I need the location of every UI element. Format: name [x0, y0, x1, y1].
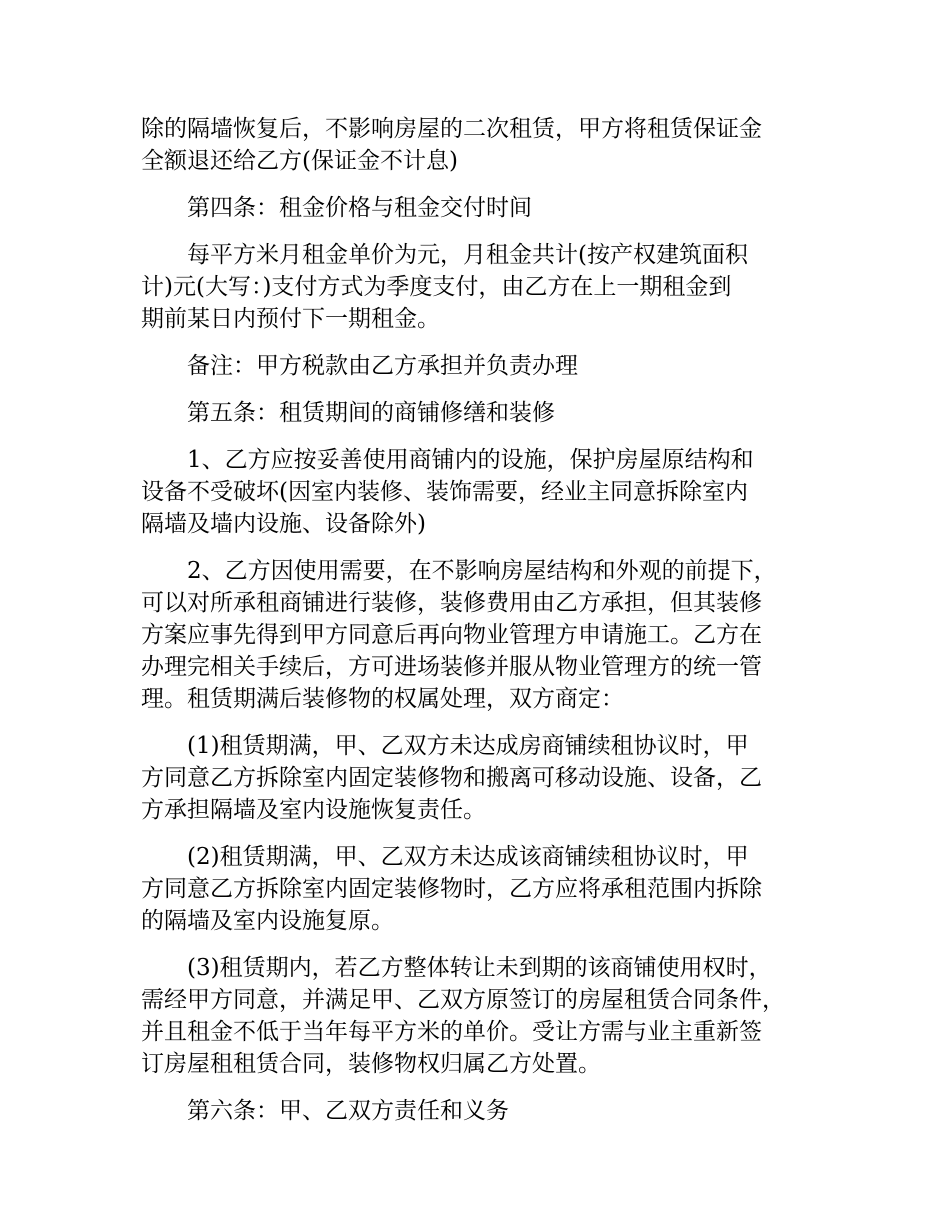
- paragraph: [141, 730, 821, 826]
- text-line: 隔墙及墙内设施、设备除外): [141, 511, 426, 537]
- text-line: 第五条：租赁期间的商铺修缮和装修: [187, 400, 555, 426]
- text-line: (2)租赁期满，甲、乙双方未达成该商铺续租协议时，甲: [187, 844, 749, 870]
- text-line: 方同意乙方拆除室内固定装修物和搬离可移动设施、设备，乙: [141, 765, 762, 791]
- text-line: (1)租赁期满，甲、乙双方未达成房商铺续租协议时，甲: [187, 733, 749, 759]
- text-line: 全额退还给乙方(保证金不计息): [141, 148, 458, 174]
- section-heading: [141, 397, 821, 429]
- text-line: 2、乙方因使用需要，在不影响房屋结构和外观的前提下，: [187, 558, 777, 584]
- text-line: 可以对所承租商铺进行装修，装修费用由乙方承担，但其装修: [141, 590, 762, 616]
- text-line: 办理完相关手续后，方可进场装修并服从物业管理方的统一管: [141, 654, 762, 680]
- text-line: 计)元(大写：)支付方式为季度支付，由乙方在上一期租金到: [141, 274, 732, 300]
- text-line: 期前某日内预付下一期租金。: [141, 306, 440, 332]
- paragraph: [141, 113, 821, 177]
- section-heading: [141, 192, 821, 224]
- text-line: 第六条：甲、乙双方责任和义务: [187, 1098, 509, 1124]
- text-line: 除的隔墙恢复后，不影响房屋的二次租赁，甲方将租赁保证金: [141, 116, 762, 142]
- text-line: 设备不受破坏(因室内装修、装饰需要，经业主同意拆除室内: [141, 479, 748, 505]
- section-heading: [141, 1095, 821, 1127]
- paragraph: [141, 444, 821, 540]
- paragraph: [141, 555, 821, 715]
- paragraph: [141, 239, 821, 335]
- text-line: 方承担隔墙及室内设施恢复责任。: [141, 797, 486, 823]
- text-line: 1、乙方应按妥善使用商铺内的设施，保护房屋原结构和: [187, 447, 754, 473]
- document-page: [141, 113, 821, 1127]
- paragraph: [141, 841, 821, 937]
- text-line: (3)租赁期内，若乙方整体转让未到期的该商铺使用权时，: [187, 955, 772, 981]
- text-line: 第四条：租金价格与租金交付时间: [187, 195, 532, 221]
- paragraph: [141, 350, 821, 382]
- text-line: 理。租赁期满后装修物的权属处理，双方商定：: [141, 686, 624, 712]
- text-line: 需经甲方同意，并满足甲、乙双方原签订的房屋租赁合同条件，: [141, 987, 785, 1013]
- text-line: 的隔墙及室内设施复原。: [141, 908, 394, 934]
- text-line: 备注：甲方税款由乙方承担并负责办理: [187, 353, 578, 379]
- text-line: 并且租金不低于当年每平方米的单价。受让方需与业主重新签: [141, 1019, 762, 1045]
- text-line: 方同意乙方拆除室内固定装修物时，乙方应将承租范围内拆除: [141, 876, 762, 902]
- text-line: 方案应事先得到甲方同意后再向物业管理方申请施工。乙方在: [141, 622, 762, 648]
- text-line: 每平方米月租金单价为元，月租金共计(按产权建筑面积: [187, 242, 748, 268]
- paragraph: [141, 952, 821, 1080]
- text-line: 订房屋租租赁合同，装修物权归属乙方处置。: [141, 1051, 601, 1077]
